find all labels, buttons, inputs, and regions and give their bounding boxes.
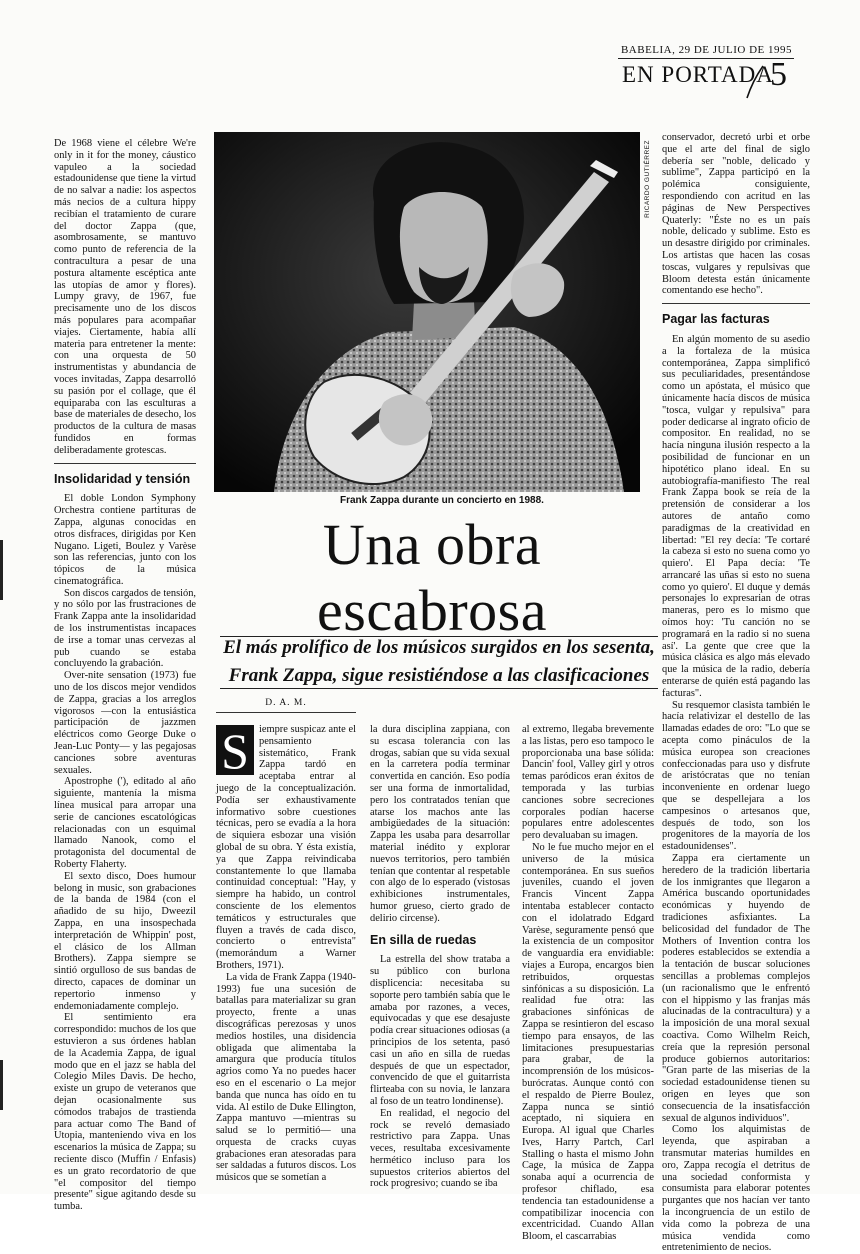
paragraph: En realidad, el negocio del rock se reveló demasiado restrictivo para Zappa. Unas veces, resultaba excesivamente hermético incluso para los supuestos criterios abiertos del rock progresivo; cuando se iba — [370, 1107, 510, 1190]
paragraph: La vida de Frank Zappa (1940-1993) fue una sucesión de batallas para materializar su gran proyecto, frente a unas discográficas perezosas y unos medios hostiles, una disidencia obligada que alimentaba la amargura que producía títulos agrios como Ya no puedes hacer eso en el escenario o La mejor banda que nunca has oído en tu vida. Al estilo de Duke Ellington, Zappa mantuvo —mientras su salud se lo permitió— una orquesta de cracks cuyas grabaciones eran atesoradas para ser saldadas a futuros discos. Los músicos que se sometían a — [216, 971, 356, 1184]
column-rule — [54, 463, 196, 464]
paragraph: El sentimiento era correspondido: muchos de los que estuvieron a sus órdenes hablan de la Academia Zappa, de igual modo que en el jazz se habla del Colegio Miles Davis. De hecho, existe un grupo de veteranos que dejan ocasionalmente sus cómodos trabajos de trastienda para actuar como The Band of Utopia, manteniendo viva en los escenarios la música de Zappa; su reciente disco (Muffin / Enfasis) es un grato recordatorio de que "el compositor del tiempo presente" sigue agitando desde su tumba. — [54, 1012, 196, 1213]
paragraph: No le fue mucho mejor en el universo de la música contemporánea. En sus sueños juveniles, cuando el joven Francis Vincent Zappa intentaba establecer contacto con el idolatrado Edgard Varèse, seguramente pensó que la existencia de un compositor de vanguardia era envidiable: viajes a Europa, encargos bien retribuidos, orquestas sinfónicas a su disposición. La realidad fue otra: las grabaciones sinfónicas de Zappa se resintieron del escaso tiempo para ensayos, de las limitaciones presupuestarias para grabar, de la incomprensión de los músicos-burócratas. Aunque contó con el respaldo de Pierre Boulez, Zappa nunca se sintió aceptado, ni siquiera en Europa. Al igual que Charles Ives, Harry Partch, Carl Stalling o hasta el mismo John Cage, la música de Zappa sonaba aquí a ocurrencia de profesor chiflado, esa tendencia tan estadounidense a compatibilizar inocencia con excentricidad. Cuando Allan Bloom, el cascarrabias — [522, 841, 654, 1243]
headline-line-1: Una obra — [322, 512, 542, 577]
body-column-2 — [370, 724, 510, 1190]
column-rule — [662, 303, 810, 304]
paragraph — [216, 724, 356, 972]
paragraph: conservador, decretó urbi et orbe que el arte del final de siglo debería ser "noble, delicado y sublime", Zappa participó en la polémica consiguiente, respondiendo con acritud en las páginas de New Perspectives Quaterly: "Éste no es un país noble, delicado y sublime. Esto es un desastre dirigido por criminales. Los artistas que hacen las cosas toscas, vulgares y repulsivas que Bloom detesta están únicamente comentando ese hecho". — [662, 132, 810, 297]
photo-caption: Frank Zappa durante un concierto en 1988. — [340, 495, 544, 506]
concert-photo — [214, 132, 640, 492]
paragraph: Apostrophe ('), editado al año siguiente, mantenía la misma línea musical para arropar una serie de canciones escatológicas relacionadas con un esquimal llamado Nanook, como el protagonista del documental de Roberty Flaherty. — [54, 776, 196, 871]
drop-cap: S — [216, 725, 254, 775]
byline-rule — [216, 712, 356, 713]
subheading: Insolidaridad y tensión — [54, 471, 191, 486]
paragraph: la dura disciplina zappiana, con su escasa tolerancia con las drogas, sabían que su vida sexual en la carretera podía terminar convertida en canción. Eso podía ser una forma de inmortalidad, pero los contratados tenían que atarse los machos ante las ambigüedades de la situación: Zappa les usaba para desarrollar material inédito y explorar nuevos territorios, pero también tenían que contentar al respetable con algo de lo esperado (vistosas exhibiciones instrumentales, humor grueso, cierto grado de delirio circense). — [370, 724, 510, 924]
photo-credit: RICARDO GUTIÉRREZ — [644, 140, 651, 218]
paragraph: Su resquemor clasista también le hacía relativizar el destello de las llamadas edades de oro: "Lo que se acepta como pináculos de la música europea son creaciones confeccionadas para uso y disfrute de aristócratas que no tenían inconveniente en ordenar luego que se despellejara a los campesinos o artesanos que, después de todo, son los progenitores de la mayoría de los estadounidenses". — [662, 699, 810, 853]
subheading: Pagar las facturas — [662, 312, 770, 327]
subheadline-line-1: El más prolífico de los músicos surgidos en los sesenta, — [223, 637, 655, 658]
paragraph: Over-nite sensation (1973) fue uno de los discos mejor vendidos de Zappa, gracias a los arreglos vigorosos —con la entusiástica participación de jazzmen eléctricos como George Duke o Jean-Luc Ponty— y las pegajosas canciones sobre aventuras sexuales. — [54, 670, 196, 776]
section-title: EN PORTADA — [622, 62, 774, 87]
subheading: En silla de ruedas — [370, 932, 477, 947]
body-column-3 — [522, 724, 654, 1243]
headline-line-2: escabrosa — [317, 578, 547, 643]
paragraph: Como los alquimistas de leyenda, que aspiraban a transmutar materias humildes en oro, Zappa recogía el detritus de una sociedad conformista y consumista para elaborar potentes purgantes que nos hacían ver tanto la incongruencia de un estilo de vida como la pobreza de una música vendida como entretenimiento de necios. — [662, 1124, 810, 1254]
header-rule — [618, 58, 794, 59]
guitarist-photo-illustration — [214, 132, 640, 492]
paragraph: Zappa era ciertamente un heredero de la tradición libertaria de los inmigrantes que llegaron a América buscando oportunidades económicas y huyendo de tradiciones asfixiantes. La belicosidad del fundador de The Mothers of Invention contra los poderes establecidos se extendía a la tentación de buscar soluciones sencillas a problemas complejos (un racionalismo que le enfrentó con el hippismo y las franjas más alucinadas de la contracultura) y a la imposición de una moral sexual coactiva. Como Wilhelm Reich, creía que la represión personal produce gobiernos autoritarios: "Gran parte de las miserias de la sociedad estadounidense tienen su origen en leyes que son consecuencia de la insatisfacción sexual de algunos individuos". — [662, 853, 810, 1124]
scan-edge-mark — [0, 540, 3, 600]
paragraph: El doble London Symphony Orchestra contiene partituras de Zappa, algunas conocidas en otros disfraces, dirigidas por Ken Nugano. Ligeti, Boulez y Varèse son las referencias, junto con los tópicos de la música cinematográfica. — [54, 493, 196, 587]
subheadline — [220, 634, 658, 690]
byline: D. A. M. — [265, 698, 307, 708]
paragraph: al extremo, llegaba brevemente a las listas, pero eso tampoco le proporcionaba una base sólida: Dancin' fool, Valley girl y otros temas paródicos eran éxitos de temporada y las turbias canciones sobre secreciones corporales podían hacerse populares entre adolescentes pero devaluaban su imagen. — [522, 724, 654, 842]
right-column — [662, 132, 810, 1254]
slash-divider-icon — [744, 64, 766, 100]
scan-edge-mark — [0, 1060, 3, 1110]
paragraph: En algún momento de su asedio a la fortaleza de la música contemporánea, Zappa simplificó sus peculiaridades, presentándose como un apóstata, el músico que únicamente hacía discos de música "tosca, vulgar y repulsiva" para poder dedicarse al ingrato oficio de compositor. En realidad, no se hacía ninguna ilusión respecto a la posibilidad de funcionar en un hipotético plano ideal. En su autobiografía-manifiesto The real Frank Zappa book se reía de la pretensión de considerar a los autores de antaño como paradigmas de la creatividad en libertad: "El rey decía: 'Te cortaré la cabeza si esto no suena como yo quiero'. El Papa decía: 'Te arrancaré las uñas si esto no suena como yo quiero'. El duque y demás personajes lo expresarian de otras maneras, pero es lo mismo que oímos hoy: 'Tu canción no se programará en la radio si no suena así'. La gente que cree que la música clásica es algo más elevado que la música de la radio, debería enterarse de quién está pagando las facturas". — [662, 333, 810, 699]
subheadline-line-2: Frank Zappa, sigue resistiéndose a las clasificaciones — [228, 665, 650, 686]
page-number: 5 — [770, 56, 787, 93]
lead-text: iempre suspicaz ante el pensamiento sistemático, Frank Zappa tardó en aceptaba entrar al juego de la conceptualización. Podía ser exhaustivamente informativo sobre cuestiones técnicas, pero se evadía a la hora de siquiera esbozar una visión global de su obra. Y ésta existía, ya que Zappa reivindicaba constantemente lo que llamaba continuidad conceptual: "Hay, y siempre ha habido, un control consciente de los elementos temáticos y estructurales que fluyen a través de cada disco, concierto o entrevista" (memorándum a Warner Brothers, 1971). — [216, 724, 356, 971]
deck-rule-bottom — [220, 688, 658, 689]
body-column-1 — [216, 724, 356, 1184]
paragraph: La estrella del show trataba a su público con burlona displicencia: necesitaba su soporte pero también sabía que le amaba por razones, a veces, equivocadas y que ese desajuste podía crear situaciones odiosas (a principios de los setenta, pasó casi un año en silla de ruedas después de que un espectador, convencido de que el guitarrista flirteaba con su novia, le lanzara al foso de un teatro londinense). — [370, 954, 510, 1107]
headline — [222, 512, 642, 644]
paragraph: De 1968 viene el célebre We're only in it for the money, cáustico vapuleo a la sociedad estadounidense que tiene la virtud de no salvar a nadie: los aspectos más necios de a cultura hippy recibían el tratamiento de curare del doctor Zappa (que, asombrosamente, se mantuvo como punto de referencia de la contracultura a pesar de una postura altamente escéptica ante las utopías de amor y flores). Lumpy gravy, de 1967, fue precisamente uno de los discos más populares para acompañar viajes. Ciertamente, había allí materia para entretener la mente: con una orquesta de 50 instrumentistas y abundancia de voces invitadas, Zappa desarrolló su pasión por el collage, que él equiparaba con las esculturas a base de materiales de desecho, los productos de la cultura de masas fundidos en formas deliberadamente grotescas. — [54, 138, 196, 456]
paragraph: El sexto disco, Does humour belong in music, son grabaciones de la banda de 1984 (con el añadido de su hijo, Dweezil Zappa, en una insospechada interpretación de Whippin' post, el clásico de los Allman Brothers). Zappa siempre se sintió orgulloso de sus bandas de directo, capaces de dominar un repertorio inmenso y endemoniadamente complejo. — [54, 870, 196, 1012]
issue-date: BABELIA, 29 DE JULIO DE 1995 — [620, 44, 792, 56]
left-column — [54, 138, 196, 1213]
paragraph: Son discos cargados de tensión, y no sólo por las frustraciones de Frank Zappa ante la insolidaridad de los instrumentistas incapaces de irse a tomar unas cervezas al pub cuando se estaba concluyendo la grabación. — [54, 587, 196, 670]
